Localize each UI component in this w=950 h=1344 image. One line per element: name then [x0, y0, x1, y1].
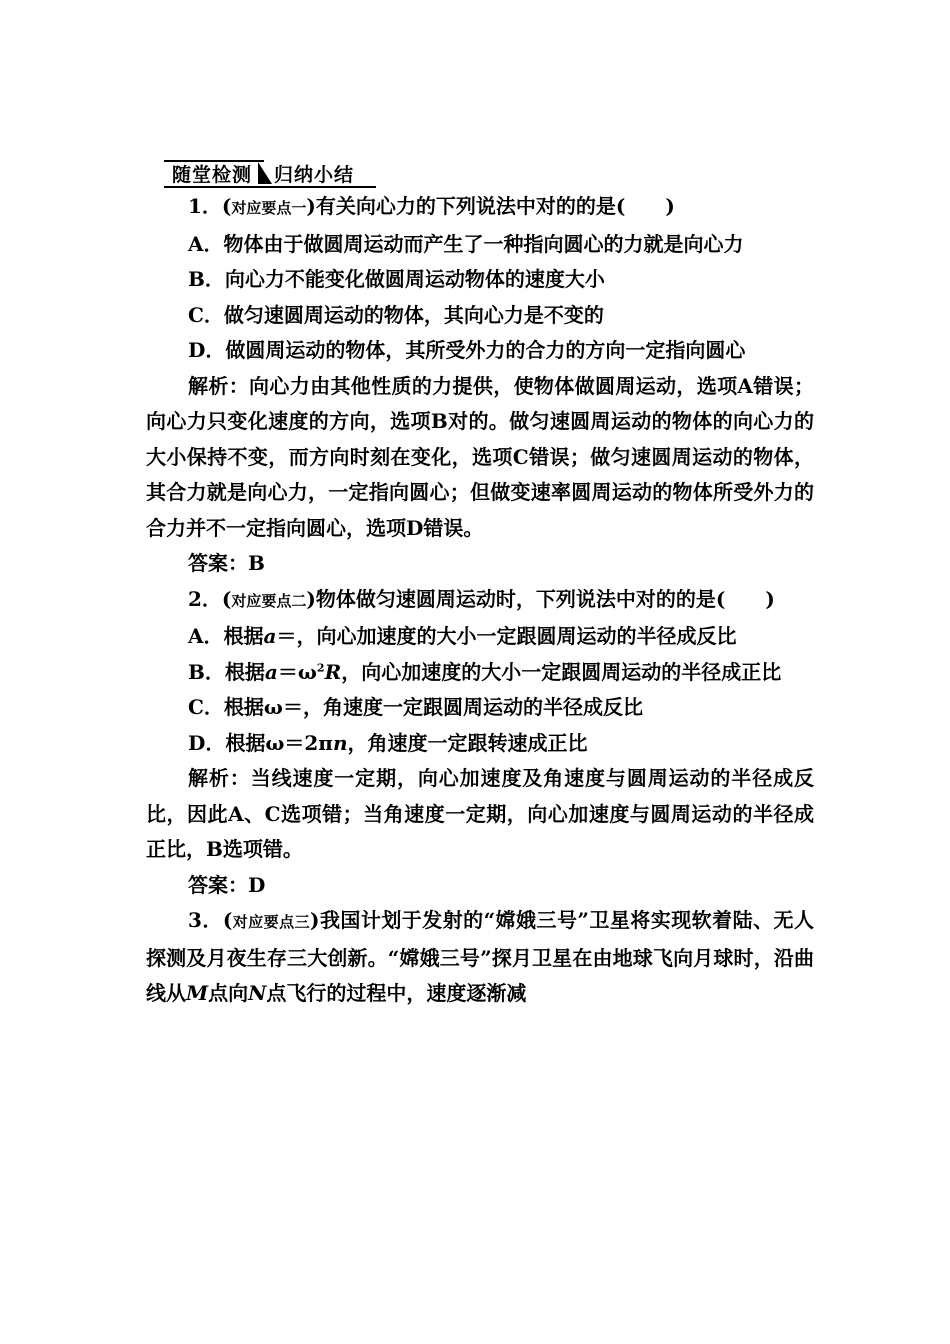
q1-option-d: D．做圆周运动的物体，其所受外力的合力的方向一定指向圆心 — [188, 338, 746, 362]
banner-bottom-rule — [164, 186, 376, 188]
q2-b-text: ，向心加速度的大小一定跟圆周运动的半径成正比 — [341, 659, 782, 684]
banner-top-rule — [164, 160, 264, 162]
q1-option-c: C．做匀速圆周运动的物体，其向心力是不变的 — [188, 302, 604, 327]
q2-a-prefix: A．根据 — [188, 624, 264, 648]
q2-d-variable: n — [332, 730, 348, 755]
q1-stem — [146, 189, 814, 227]
q2-option-a — [146, 619, 814, 655]
q1-number: 1．( — [188, 194, 232, 218]
content-column — [146, 158, 814, 1012]
q2-d-text: ，角速度一定跟转速成正比 — [347, 730, 588, 755]
q1-option-a: A．物体由于做圆周运动而产生了一种指向圆心的力就是向心力 — [188, 231, 744, 256]
q2-b-equals: ＝ω — [277, 659, 317, 684]
q2-number: 2．( — [188, 586, 232, 611]
q3-stem — [146, 903, 814, 1012]
q2-b-exponent: 2 — [316, 660, 325, 674]
q1-analysis: 解析：向心力由其他性质的力提供，使物体做圆周运动，选项A错误；向心力只变化速度的方向，选项B对的。做匀速圆周运动的物体的向心力的大小保持不变，而方向时刻在变化，选项C错误；做匀速圆周运动的物体，其合力就是向心力，一定指向圆心；但做变速率圆周运动的物体所受外力的合力并不一定指向圆心，选项D错误。 — [146, 373, 814, 540]
q2-b-variable-r: R — [324, 659, 342, 684]
q1-stem-text: )有关向心力的下列说法中对的的是( ) — [306, 194, 675, 218]
q1-answer: 答案：B — [188, 551, 265, 575]
q2-analysis: 解析：当线速度一定期，向心加速度及角速度与圆周运动的半径成反比，因此A、C选项错；当角速度一定期，向心加速度与圆周运动的半径成正比，B选项错。 — [146, 766, 814, 861]
banner-right-label: 归纳小结 — [274, 163, 355, 186]
q1-option-b: B．向心力不能变化做圆周运动物体的速度大小 — [188, 267, 605, 291]
q2-stem-text: )物体做匀速圆周运动时，下列说法中对的的是( ) — [306, 586, 775, 611]
q2-option-d — [146, 726, 814, 762]
q3-stem-part3: 点飞行的过程中，速度逐渐减 — [266, 981, 527, 1005]
banner-wedge-icon — [258, 162, 272, 184]
q2-b-prefix: B．根据 — [188, 659, 265, 684]
q2-tag: 对应要点二 — [231, 591, 307, 610]
q2-a-variable: a — [263, 624, 277, 648]
q3-point-n: N — [248, 981, 267, 1005]
q1-tag: 对应要点一 — [231, 199, 307, 217]
q3-stem-part2: 点向 — [208, 981, 249, 1005]
q3-tag: 对应要点三 — [232, 913, 311, 931]
q2-option-b — [146, 655, 814, 691]
section-banner — [164, 158, 362, 188]
q2-b-variable: a — [264, 659, 278, 684]
q3-point-m: M — [186, 981, 209, 1005]
q2-answer: 答案：D — [188, 872, 266, 897]
q2-option-c: C．根据ω＝，角速度一定跟圆周运动的半径成反比 — [188, 695, 643, 719]
banner-left-label: 随堂检测 — [172, 163, 253, 186]
q2-stem — [146, 582, 814, 620]
q3-stem-part1: )我国计划于发射的“嫦娥三号”卫星将实现软着陆、无人探测及月夜生存三大创新。“嫦娥三号”探月卫星在由地球飞向月球时，沿曲线从 — [146, 908, 814, 1005]
q3-number: 3．( — [188, 908, 233, 932]
q2-a-text: ＝，向心加速度的大小一定跟圆周运动的半径成反比 — [276, 624, 737, 648]
q2-d-prefix: D．根据ω＝2π — [188, 730, 333, 755]
